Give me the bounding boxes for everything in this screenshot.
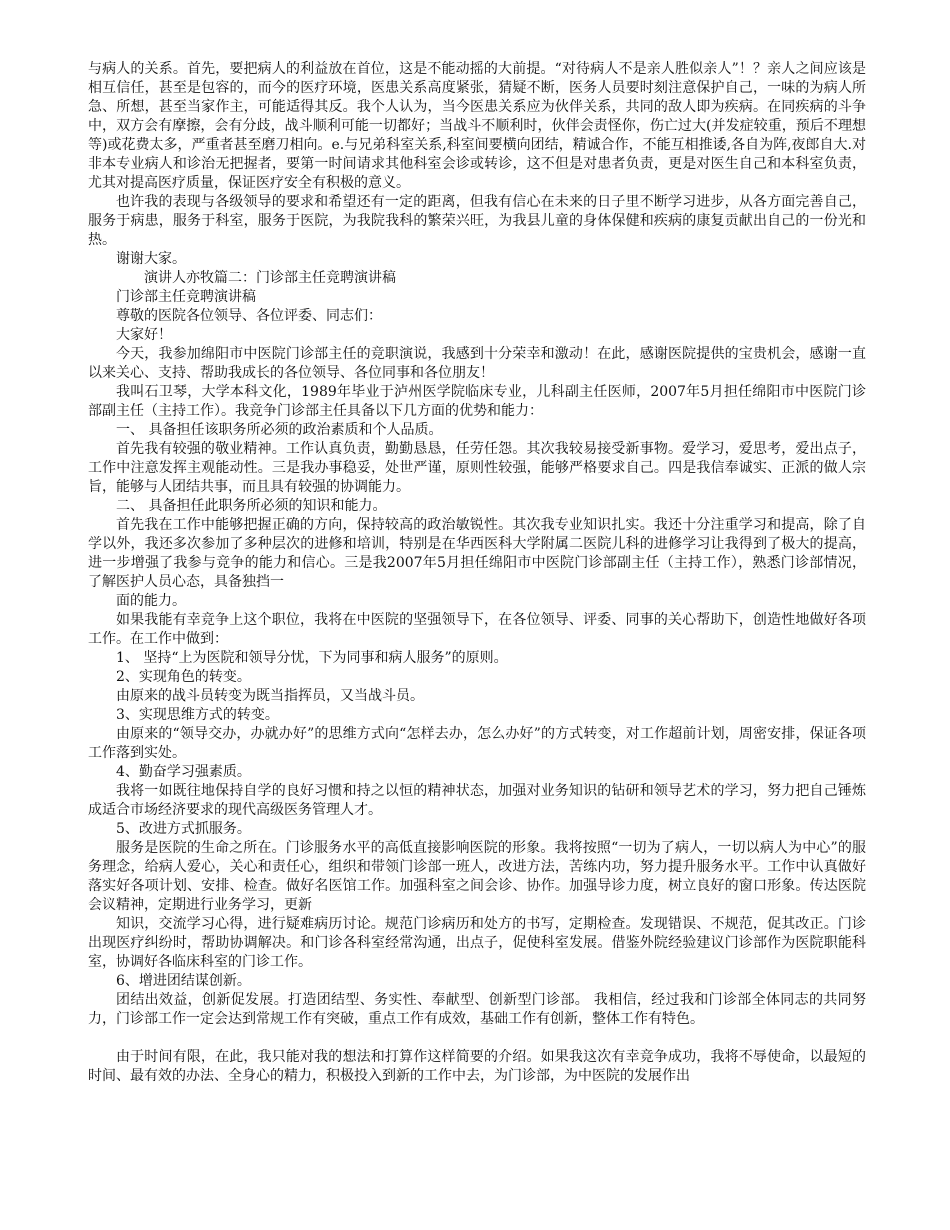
list-heading: 一、 具备担任该职务所必须的政治素质和个人品质。 xyxy=(116,422,443,438)
paragraph: 如果我能有幸竞争上这个职位，我将在中医院的坚强领导下，在各位领导、评委、同事的关心帮助下，创造性地做好各项工作。在工作中做到： xyxy=(88,612,866,647)
paragraph: 我将一如既往地保持自学的良好习惯和持之以恒的精神状态，加强对业务知识的钻研和领导艺术的学习，努力把自己锤炼成适合市场经济要求的现代高级医务管理人才。 xyxy=(88,783,866,818)
paragraph: 谢谢大家。 xyxy=(116,251,186,267)
salutation: 尊敬的医院各位领导、各位评委、同志们： xyxy=(116,308,382,324)
list-item: 5、改进方式抓服务。 xyxy=(116,821,251,837)
paragraph: 服务是医院的生命之所在。门诊服务水平的高低直接影响医院的形象。我将按照“一切为了病人，一切以病人为中心”的服务理念，给病人爱心，关心和责任心，组织和带领门诊部一班人，改进方法，苦练内功，努力提升服务水平。工作中认真做好落实好各项计划、安排、检查。做好名医馆工作。加强科室之间会诊、协作。加强导诊力度，树立良好的窗口形象。传达医院会议精神，定期进行业务学习，更新 xyxy=(88,840,866,913)
document-title: 门诊部主任竞聘演讲稿 xyxy=(116,289,256,305)
paragraph: 由原来的战斗员转变为既当指挥员，又当战斗员。 xyxy=(116,688,424,704)
greeting: 大家好！ xyxy=(116,327,172,343)
paragraph: 团结出效益，创新促发展。打造团结型、务实性、奉献型、创新型门诊部。 我相信，经过我和门诊部全体同志的共同努力，门诊部工作一定会达到常规工作有突破，重点工作有成效，基础工作有创新，整体工作有特色。 xyxy=(88,992,866,1027)
speaker-line xyxy=(88,269,866,288)
list-item: 1、 坚持“上为医院和领导分忧，下为同事和病人服务”的原则。 xyxy=(116,650,508,666)
paragraph: 知识，交流学习心得，进行疑难病历讨论。规范门诊病历和处方的书写，定期检查。发现错误、不规范，促其改正。门诊出现医疗纠纷时，帮助协调解决。和门诊各科室经常沟通，出点子，促使科室发展。借鉴外院经验建议门诊部作为医院职能科室，协调好各临床科室的门诊工作。 xyxy=(88,916,866,970)
paragraph: 由于时间有限，在此，我只能对我的想法和打算作这样简要的介绍。如果我这次有幸竞争成功，我将不辱使命，以最短的时间、最有效的办法、全身心的精力，积极投入到新的工作中去，为门诊部，为中医院的发展作出 xyxy=(88,1049,866,1084)
list-item: 4、勤奋学习强素质。 xyxy=(116,764,251,780)
list-heading: 二、 具备担任此职务所必须的知识和能力。 xyxy=(116,498,387,514)
document-body xyxy=(88,60,866,1086)
paragraph: 面的能力。 xyxy=(116,593,186,609)
paragraph: 首先我在工作中能够把握正确的方向，保持较高的政治敏锐性。其次我专业知识扎实。我还十分注重学习和提高，除了自学以外，我还多次参加了多种层次的进修和培训，特别是在华西医科大学附属二医院儿科的进修学习让我得到了极大的提高，进一步增强了我参与竞争的能力和信心。三是我2007年5月担任绵阳市中医院门诊部副主任（主持工作），熟悉门诊部情况，了解医护人员心态，具备独挡一 xyxy=(88,517,866,590)
paragraph: 我叫石卫琴，大学本科文化，1989年毕业于泸州医学院临床专业，儿科副主任医师，2007年5月担任绵阳市中医院门诊部副主任（主持工作）。我竞争门诊部主任具备以下几方面的优势和能力： xyxy=(88,384,866,419)
paragraph: 由原来的“领导交办，办就办好”的思维方式向“怎样去办，怎么办好”的方式转变，对工作超前计划，周密安排，保证各项工作落到实处。 xyxy=(88,726,866,761)
list-item: 3、实现思维方式的转变。 xyxy=(116,707,279,723)
paragraph: 今天，我参加绵阳市中医院门诊部主任的竞职演说，我感到十分荣幸和激动！在此，感谢医院提供的宝贵机会，感谢一直以来关心、支持、帮助我成长的各位领导、各位同事和各位朋友！ xyxy=(88,346,866,381)
paragraph: 与病人的关系。首先，要把病人的利益放在首位，这是不能动摇的大前提。“对待病人不是亲人胜似亲人”！？亲人之间应该是相互信任，甚至是包容的，而今的医疗环境，医患关系高度紧张，猜疑不断，医务人员要时刻注意保护自己，一味的为病人所急、所想，甚至当家作主，可能适得其反。我个人认为，当今医患关系应为伙伴关系，共同的敌人即为疾病。在同疾病的斗争中，双方会有摩擦，会有分歧，战斗顺利可能一切都好；当战斗不顺利时，伙伴会责怪你，伤亡过大(并发症较重，预后不理想等)或花费太多，严重者甚至磨刀相向。e.与兄弟科室关系,科室间要横向团结，精诚合作，不能互相推诿,各自为阵,夜郎自大.对非本专业病人和诊治无把握者，要第一时间请求其他科室会诊或转诊，这不但是对患者负责，更是对医生自己和本科室负责，尤其对提高医疗质量，保证医疗安全有积极的意义。 xyxy=(88,61,866,191)
paragraph: 也许我的表现与各级领导的要求和希望还有一定的距离，但我有信心在未来的日子里不断学习进步，从各方面完善自己，服务于病患，服务于科室，服务于医院，为我院我科的繁荣兴旺，为我县儿童的身体保健和疾病的康复贡献出自己的一份光和热。 xyxy=(88,194,866,248)
paragraph: 首先我有较强的敬业精神。工作认真负责，勤勤恳恳，任劳任怨。其次我较易接受新事物。爱学习，爱思考，爱出点子，工作中注意发挥主观能动性。三是我办事稳妥，处世严谨，原则性较强，能够严格要求自己。四是我信奉诚实、正派的做人宗旨，能够与人团结共事，而且具有较强的协调能力。 xyxy=(88,441,866,495)
speaker-label: 演讲人 xyxy=(144,270,186,286)
list-item: 2、实现角色的转变。 xyxy=(116,669,251,685)
list-item: 6、增进团结谋创新。 xyxy=(116,973,251,989)
section-heading: 亦牧篇二：门诊部主任竞聘演讲稿 xyxy=(186,270,396,286)
